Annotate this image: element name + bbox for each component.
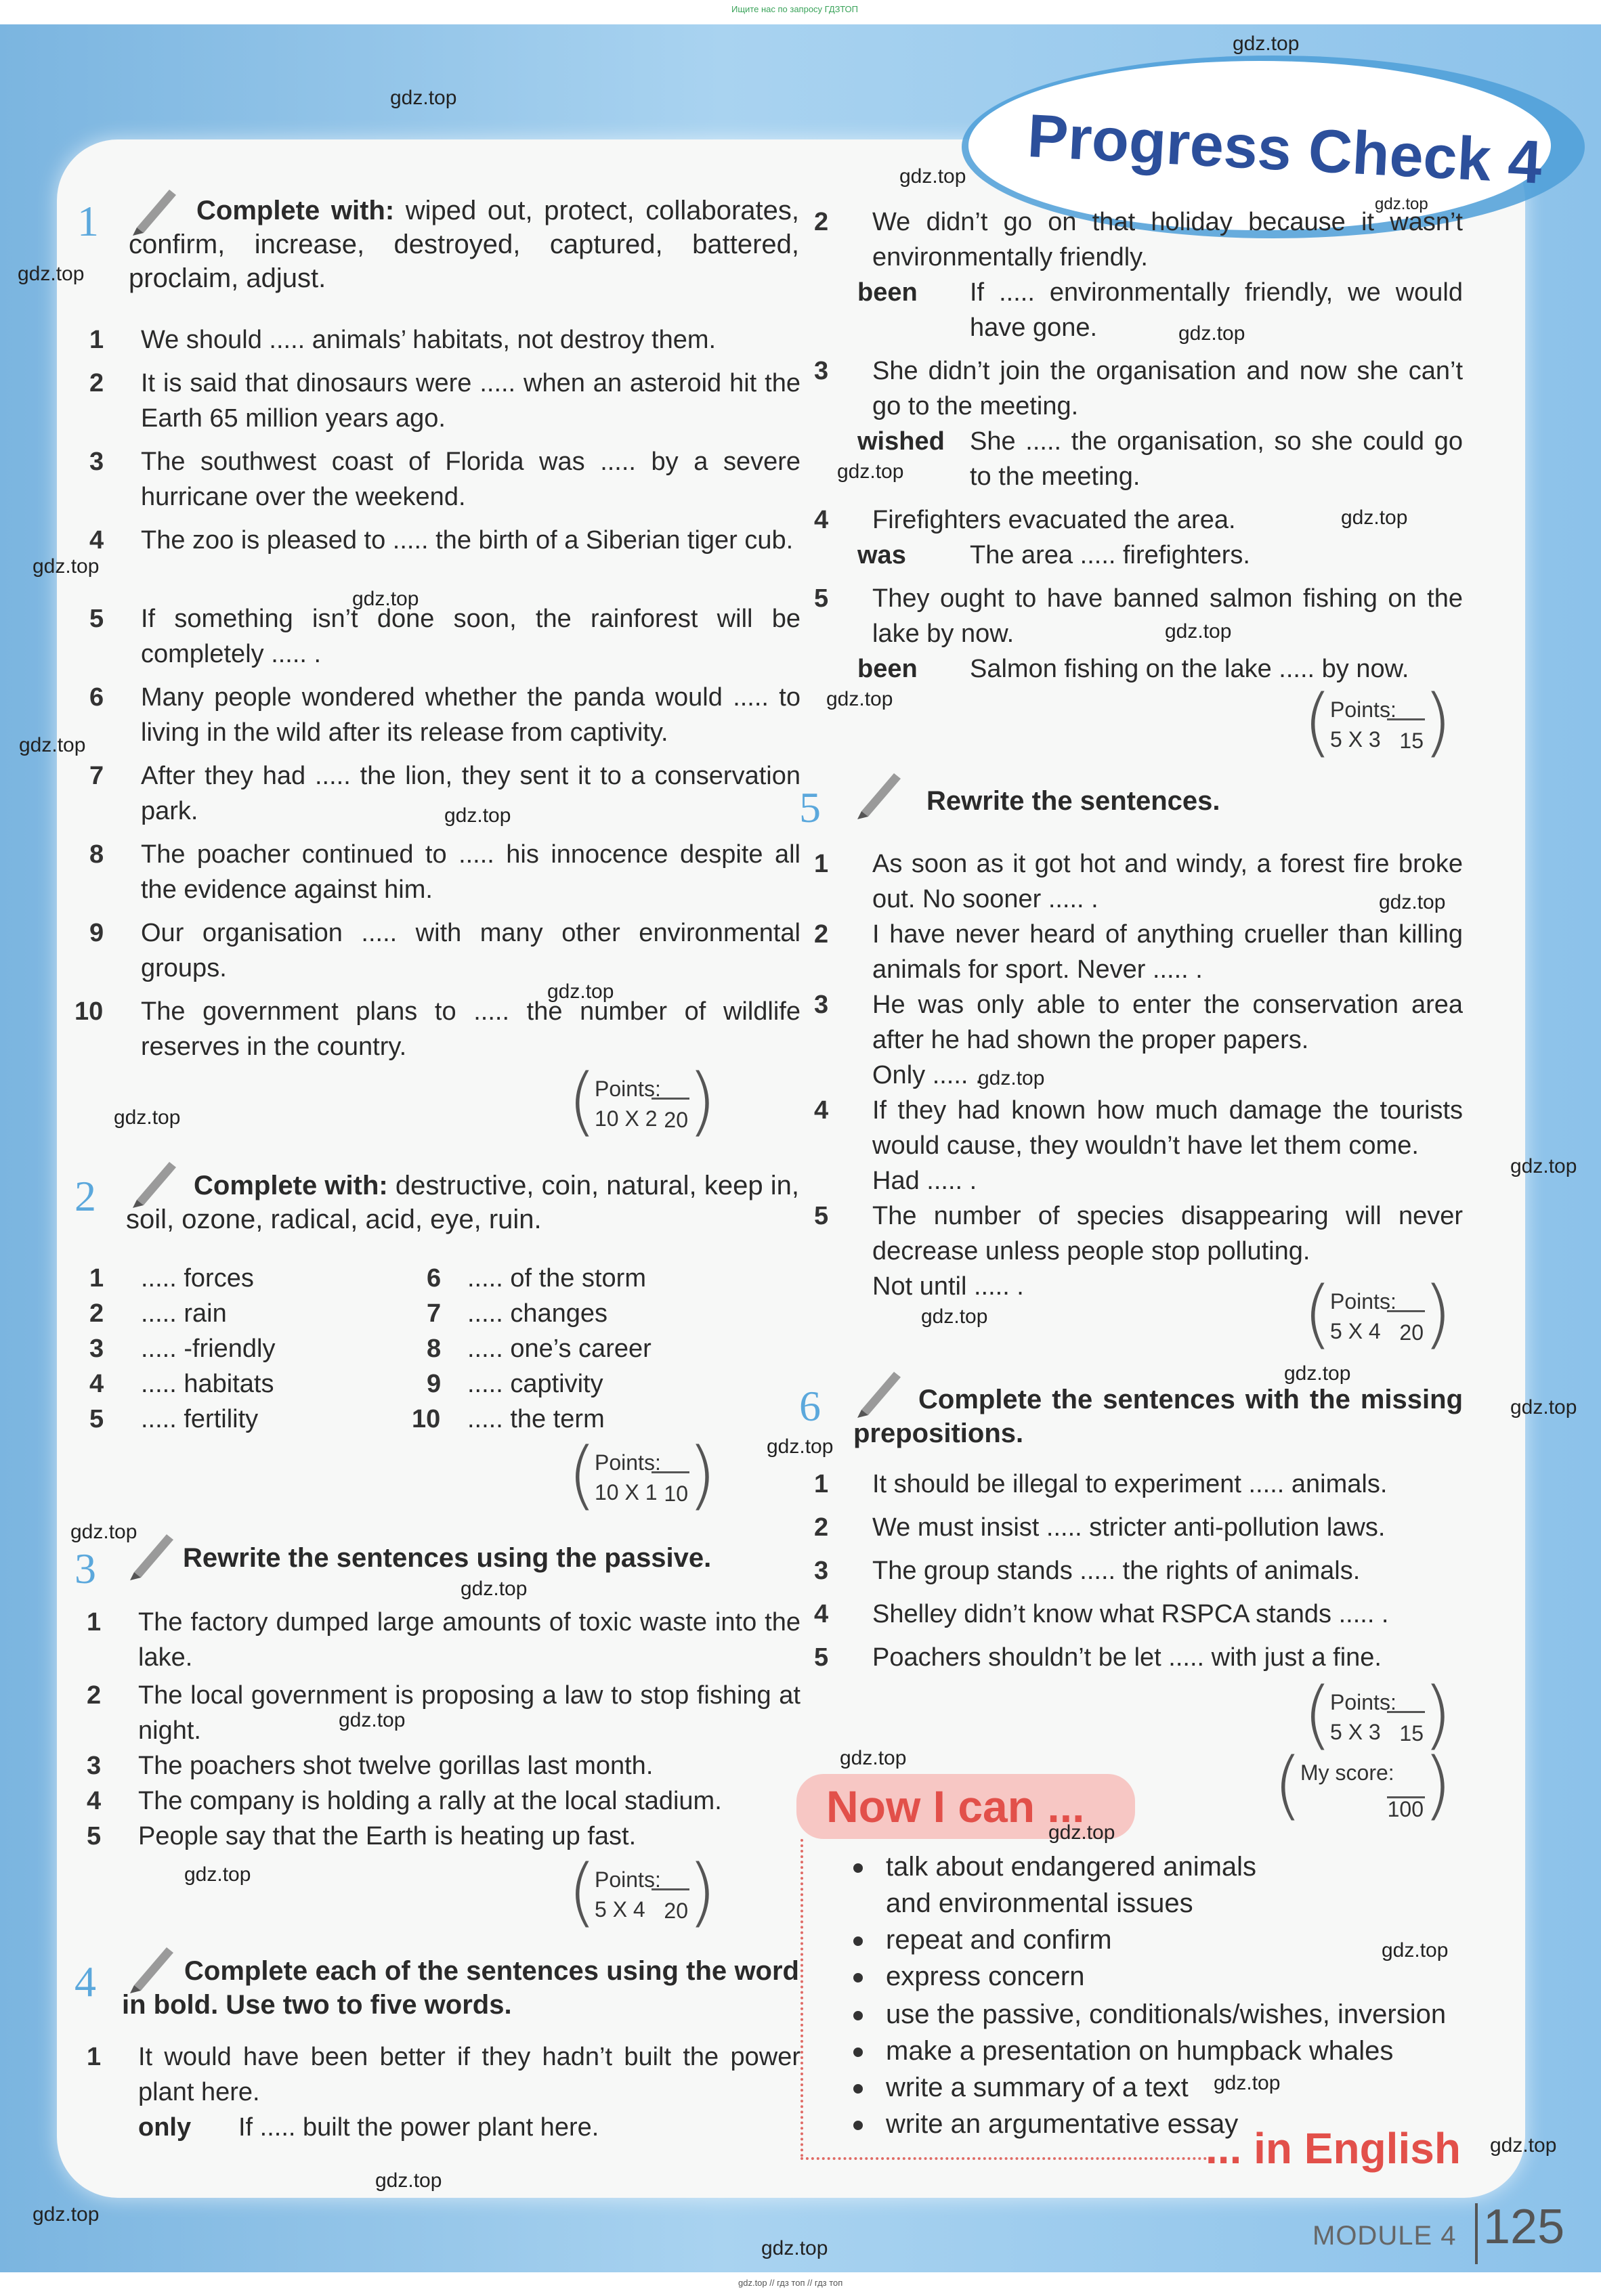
item-text: The zoo is pleased to ..... the birth of a Siberian tiger cub. [141,526,794,555]
list-item: 3 He was only able to enter the conservation area after he had shown the proper papers. Only ..... . [814,991,1463,1089]
dotted-divider [800,1839,803,2157]
watermark: gdz.top [33,555,100,578]
item-text: After they had ..... the lion, they sent it to a conservation park. [141,762,800,825]
exercise-1-number: 1 [77,197,99,245]
watermark: gdz.top [1510,1396,1577,1418]
list-item [89,444,800,515]
list-item [89,601,800,672]
list-item: 1 The factory dumped large amounts of toxic waste into the lake. [87,1608,800,1672]
watermark: gdz.top [761,2237,828,2259]
list-item: 2 I have never heard of anything crueller than killing animals for sport. Never ..... . [814,920,1463,984]
list-item: 3 The poachers shot twelve gorillas last month. [87,1752,654,1780]
watermark: gdz.top [70,1521,137,1543]
points-box: ( ) Points: 5 X 4 20 [568,1848,717,1935]
watermark: gdz.top [375,2169,442,2192]
list-item: 4 If they had known how much damage the tourists would cause, they wouldn’t have let them come. Had ..... . [814,1096,1463,1195]
item-text: Our organisation ..... with many other environmental groups. [141,919,800,982]
watermark: gdz.top [1510,1155,1577,1177]
watermark: gdz.top [1048,1821,1115,1844]
exercise-6-instruction: Complete the sentences with the missing prepositions. [853,1385,1463,1448]
list-item: 6 ..... of the storm [427,1264,646,1293]
item-number: 5 [89,605,104,633]
list-item: 5 People say that the Earth is heating up fast. [87,1822,637,1850]
item-text: The government plans to ..... the number of wildlife reserves in the country. [141,997,800,1061]
watermark: gdz.top [1214,2072,1281,2094]
item-number: 4 [89,526,104,555]
in-english-tag: ... in English [1205,2124,1461,2173]
points-box: ( ) Points: 10 X 2 20 [568,1058,717,1144]
item-number: 1 [89,326,104,354]
watermark: gdz.top [339,1709,406,1731]
watermark: gdz.top [352,588,419,610]
list-item: 2 We must insist ..... stricter anti-pollution laws. [814,1513,1386,1542]
points-box: ( ) Points: 5 X 4 20 [1303,1270,1452,1357]
list-item: 5 Poachers shouldn’t be let ..... with just a fine. [814,1643,1382,1672]
exercise-3-number: 3 [74,1544,96,1593]
list-item: 7 ..... changes [427,1299,608,1328]
keyword-line: was The area ..... firefighters. [857,541,1250,569]
list-item: 1 ..... forces [89,1264,254,1293]
list-item: 4 Firefighters evacuated the area. [814,506,1236,534]
keyword-line: been Salmon fishing on the lake ..... by now. [857,655,1409,683]
watermark: gdz.top [184,1863,251,1886]
exercise-6-number: 6 [799,1382,821,1430]
watermark: gdz.top [19,734,86,756]
watermark: gdz.top [826,688,893,710]
page-title: Progress Check 4 [1025,102,1544,197]
watermark: gdz.top [114,1106,181,1129]
dotted-divider [800,2157,1207,2160]
list-item: 2 The local government is proposing a law to stop fishing at night. [87,1681,800,1745]
watermark: gdz.top [921,1305,988,1328]
exercise-5-instruction: Rewrite the sentences. [926,786,1220,816]
watermark: gdz.top [1379,891,1446,913]
list-item: 5 The number of species disappearing will never decrease unless people stop polluting. Not until ..... . [814,1202,1463,1301]
list-item: 5 ..... fertility [89,1405,259,1433]
item-number: 9 [89,919,104,947]
module-label: MODULE 4 [1312,2221,1457,2251]
watermark: gdz.top [1233,33,1300,55]
header-note: Ищите нас по запросу ГДЗТОП [731,4,859,14]
bottom-strip [0,2272,1601,2296]
exercise-2-number: 2 [74,1172,96,1220]
watermark: gdz.top [840,1747,907,1769]
watermark: gdz.top [1382,1939,1449,1962]
watermark: gdz.top [1490,2134,1557,2157]
keyword-line: been If ..... environmentally friendly, we would have gone. [857,278,1463,342]
keyword-line: only If ..... built the power plant here. [138,2113,599,2142]
list-item [89,366,800,436]
item-text: If something isn’t done soon, the rainforest will be completely ..... . [141,605,800,668]
watermark: gdz.top [837,460,904,483]
list-item [89,837,800,907]
exercise-5-number: 5 [799,783,821,831]
exercise-2-instruction-bold: Complete with: [194,1171,388,1200]
item-number: 10 [74,997,104,1026]
keyword-line: wished She ..... the organisation, so she could go to the meeting. [857,427,1463,491]
list-item: 3 The group stands ..... the rights of animals. [814,1557,1361,1585]
watermark: gdz.top [899,165,966,188]
my-score-box: ( ) My score: 100 [1273,1741,1452,1828]
watermark: gdz.top [547,980,614,1003]
watermark: gdz.top [1284,1362,1351,1385]
watermark: gdz.top [1341,506,1408,529]
list-item: 5 They ought to have banned salmon fishing on the lake by now. [814,584,1463,648]
list-item: 4 ..... habitats [89,1370,274,1398]
list-item: 4 The company is holding a rally at the local stadium. [87,1787,722,1815]
exercise-2-word-list: destructive, coin, natural, keep in, soil, ozone, radical, acid, eye, ruin. [126,1171,799,1234]
list-item [89,915,800,986]
item-text: We should ..... animals’ habitats, not destroy them. [141,326,717,354]
watermark: gdz.top [1178,322,1245,345]
watermark: gdz.top [767,1435,834,1458]
exercise-3-instruction: Rewrite the sentences using the passive. [183,1543,712,1573]
footer-divider [1475,2203,1478,2264]
watermark: gdz.top [18,263,85,285]
list-item: 1 It should be illegal to experiment ..... animals. [814,1470,1388,1498]
item-text: The poacher continued to ..... his innocence despite all the evidence against him. [141,840,800,904]
watermark: gdz.top [461,1578,528,1600]
points-box: ( ) Points: 5 X 3 15 [1303,1671,1452,1758]
list-item: 2 We didn’t go on that holiday because it wasn’t environmentally friendly. [814,208,1463,272]
watermark: gdz.top [444,804,511,827]
exercise-4-instruction: Complete each of the sentences using the word in bold. Use two to five words. [122,1956,799,2020]
item-number: 8 [89,840,104,869]
list-item [89,680,800,750]
list-item: 10 ..... the term [412,1405,605,1433]
now-i-can-heading: Now I can ... [796,1774,1135,1839]
points-box: ( ) Points: 5 X 3 15 [1303,678,1452,765]
exercise-4-number: 4 [74,1957,96,2006]
watermark: gdz.top [390,87,457,109]
exercise-1-word-list: wiped out, protect, collaborates, confirm, increase, destroyed, captured, battered, proclaim, adjust. [129,196,799,293]
item-text: Many people wondered whether the panda would ..... to living in the wild after its release from captivity. [141,683,800,747]
item-number: 7 [89,762,104,790]
item-number: 2 [89,369,104,397]
list-item [89,322,800,358]
list-item: 1 As soon as it got hot and windy, a forest fire broke out. No sooner ..... . [814,850,1463,913]
pen-icon [853,766,908,821]
watermark: gdz.top [1375,195,1428,213]
list-item: 8 ..... one’s career [427,1335,652,1363]
page-number: 125 [1483,2200,1565,2254]
watermark: gdz.top [1165,620,1232,643]
watermark: gdz.top [33,2203,100,2226]
list-item: 2 ..... rain [89,1299,227,1328]
exercise-2-instruction [126,1169,799,1236]
item-number: 3 [89,448,104,476]
list-item: 9 ..... captivity [427,1370,603,1398]
points-box: ( ) Points: 10 X 1 10 [568,1431,717,1518]
item-text: It is said that dinosaurs were ..... when an asteroid hit the Earth 65 million years ago. [141,369,800,433]
list-item [74,994,800,1064]
list-item [89,523,800,593]
list-item: 4 Shelley didn’t know what RSPCA stands ..... . [814,1600,1389,1628]
top-strip [0,0,1601,24]
item-number: 6 [89,683,104,712]
list-item: 1 It would have been better if they hadn’t built the power plant here. [87,2043,800,2106]
exercise-1-instruction [129,194,799,295]
item-text: The southwest coast of Florida was ..... by a severe hurricane over the weekend. [141,448,800,511]
exercise-1-instruction-bold: Complete with: [196,196,395,225]
watermark: gdz.top [978,1067,1045,1089]
footer-note: gdz.top // гдз топ // гдз топ [738,2278,843,2288]
list-item: 3 ..... -friendly [89,1335,276,1363]
list-item: 3 She didn’t join the organisation and now she can’t go to the meeting. [814,357,1463,420]
